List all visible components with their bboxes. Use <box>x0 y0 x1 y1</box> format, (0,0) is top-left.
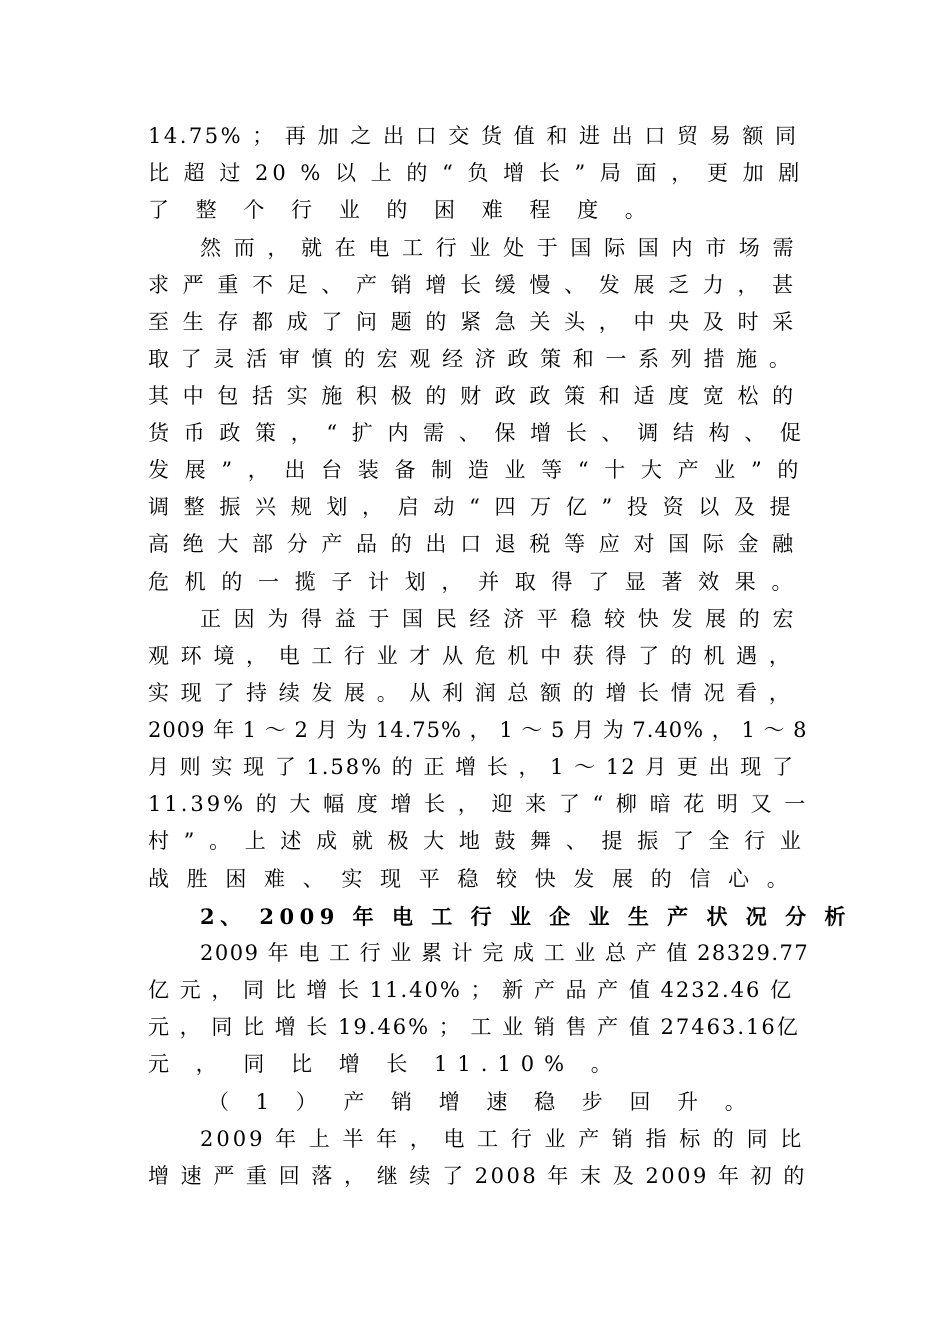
text-line: 货 币 政 策 ， “ 扩 内 需 、 保 增 长 、 调 结 构 、 促 <box>148 421 805 445</box>
text-line: 战 胜 困 难 、 实 现 平 稳 较 快 发 展 的 信 心 。 <box>148 867 794 891</box>
subheading: （ 1 ） 产 销 增 速 稳 步 回 升 。 <box>208 1090 756 1114</box>
text-line: 危 机 的 一 揽 子 计 划 ， 并 取 得 了 显 著 效 果 。 <box>148 570 797 594</box>
text-line: 实 现 了 持 续 发 展 。 从 利 润 总 额 的 增 长 情 况 看 ， <box>148 681 793 705</box>
text-line: 增 速 严 重 回 落 ， 继 续 了 2008 年 末 及 2009 年 初 的 <box>148 1164 807 1188</box>
text-line: 2009 年 1 ～ 2 月 为 14.75% ， 1 ～ 5 月 为 7.40% ， 1 ～ 8 <box>148 718 808 742</box>
text-line: 2009 年 上 半 年 ， 电 工 行 业 产 销 指 标 的 同 比 <box>200 1127 805 1151</box>
text-line: 高 绝 大 部 分 产 品 的 出 口 退 税 等 应 对 国 际 金 融 <box>148 532 797 556</box>
text-line: 比 超 过 20 % 以 上 的 “ 负 增 长 ” 局 面 ， 更 加 剧 <box>148 161 804 185</box>
text-line: 取 了 灵 活 审 慎 的 宏 观 经 济 政 策 和 一 系 列 措 施 。 <box>148 347 793 371</box>
text-line: 观 环 境 ， 电 工 行 业 才 从 危 机 中 获 得 了 的 机 遇 ， <box>148 644 793 668</box>
text-line: 了 整 个 行 业 的 困 难 程 度 。 <box>148 198 656 222</box>
text-line: 发 展 ” ， 出 台 装 备 制 造 业 等 “ 十 大 产 业 ” 的 <box>148 458 803 482</box>
text-line: 元 ， 同 比 增 长 19.46% ； 工 业 销 售 产 值 27463.16亿 <box>148 1015 800 1039</box>
text-line: 求 严 重 不 足 、 产 销 增 长 缓 慢 、 发 展 乏 力 ， 甚 <box>148 273 797 297</box>
text-line: 2009 年 电 工 行 业 累 计 完 成 工 业 总 产 值 28329.77 <box>200 941 810 965</box>
text-line: 其 中 包 括 实 施 积 极 的 财 政 政 策 和 适 度 宽 松 的 <box>148 384 797 408</box>
text-line: 亿 元 ， 同 比 增 长 11.40% ； 新 产 品 产 值 4232.46 亿 <box>148 978 794 1002</box>
text-line: 月 则 实 现 了 1.58% 的 正 增 长 ， 1 ～ 12 月 更 出 现 了 <box>148 755 795 779</box>
text-line: 11.39% 的 大 幅 度 增 长 ， 迎 来 了 “ 柳 暗 花 明 又 一 <box>148 792 809 816</box>
text-line: 至 生 存 都 成 了 问 题 的 紧 急 关 头 ， 中 央 及 时 采 <box>148 310 797 334</box>
section-heading: 2、 2009 年 电 工 行 业 企 业 生 产 状 况 分 析 <box>200 904 851 929</box>
text-line: 正 因 为 得 益 于 国 民 经 济 平 稳 较 快 发 展 的 宏 <box>200 607 797 631</box>
text-line: 14.75% ； 再 加 之 出 口 交 货 值 和 进 出 口 贸 易 额 同 <box>148 124 799 148</box>
text-line: 元 ， 同 比 增 长 11.10% 。 <box>148 1052 622 1076</box>
text-line: 调 整 振 兴 规 划 ， 启 动 “ 四 万 亿 ” 投 资 以 及 提 <box>148 495 795 519</box>
text-line: 村 ” 。 上 述 成 就 极 大 地 鼓 舞 、 提 振 了 全 行 业 <box>148 829 805 853</box>
text-line: 然 而 ， 就 在 电 工 行 业 处 于 国 际 国 内 市 场 需 <box>200 236 797 260</box>
